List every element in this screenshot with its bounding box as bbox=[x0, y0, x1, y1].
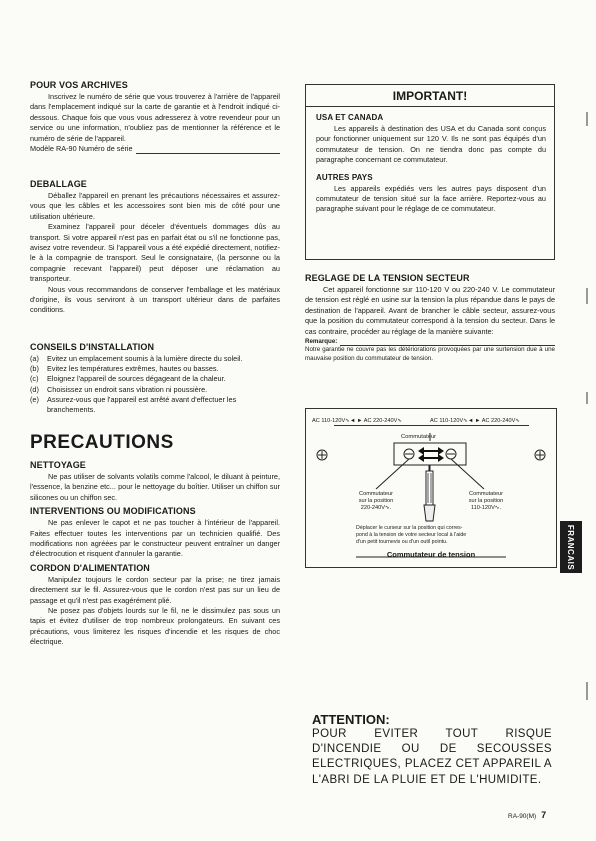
list-item: (a) Evitez un emplacement soumis à la lumière directe du soleil. bbox=[30, 354, 243, 363]
list-item: (d) Choisissez un endroit sans vibration ni poussière. bbox=[30, 384, 208, 394]
margin-mark bbox=[586, 112, 588, 126]
precautions-title: PRECAUTIONS bbox=[30, 432, 174, 453]
remarque-rule bbox=[340, 339, 555, 346]
page-number: 7 bbox=[541, 810, 547, 820]
deballage-p1: Déballez l'appareil en prenant les précautions nécessaires et assurez-vous que les câbles et les accessoires sont bien mis de côté pour une utilisation ultérieure. bbox=[30, 191, 280, 221]
installation-list bbox=[30, 354, 280, 415]
interventions-title: INTERVENTIONS OU MODIFICATIONS bbox=[30, 506, 196, 517]
language-tab bbox=[560, 521, 582, 573]
important-box bbox=[305, 84, 555, 260]
autres-title: AUTRES PAYS bbox=[316, 172, 373, 182]
page-footer bbox=[508, 810, 546, 820]
nettoyage-text: Ne pas utiliser de solvants volatils comme l'alcool, le diluant à peinture, l'essence, la benzine etc... pour le nettoyage du boîtier. Utiliser un chiffon sur silicones ou un chiffon sec. bbox=[30, 472, 280, 502]
margin-mark bbox=[586, 682, 588, 700]
diagram-header-right: AC 110-120V∿◄ ► AC 220-240V∿ bbox=[430, 418, 520, 424]
autres-text: Les appareils expédiés vers les autres pays disposent d'un commutateur de tension situé sur la face arrière. Reportez-vous au paragraphe suivant pour le réglage de ce commutateur. bbox=[316, 183, 546, 214]
voltage-switch-diagram bbox=[305, 408, 557, 568]
precautions-section bbox=[30, 432, 280, 648]
attention-title: ATTENTION: bbox=[312, 712, 390, 727]
left-caption: Commutateur sur la position 220-240V∿. bbox=[358, 491, 394, 511]
archives-text: Inscrivez le numéro de série que vous trouverez à l'arrière de l'appareil dans l'emplacement indiqué sur la carte de garantie et à l'endroit indiqué ci-dessous. Chaque fois que vous vous adresserez à votre revendeur pour un service ou une information, n'oubliez pas de mentionner la référence et le numéro de série de l'appareil. bbox=[30, 92, 280, 143]
important-title: IMPORTANT! bbox=[306, 85, 554, 107]
cordon-p2: Ne posez pas d'objets lourds sur le fil, ne le dissimulez pas sous un tapis et évitez d'utiliser de trop nombreux prolongateurs. En suivant ces précautions, vous limiterez les risques d'incendie et les risques de choc électrique. bbox=[30, 606, 280, 647]
deballage-section bbox=[30, 179, 280, 316]
remarque-line bbox=[305, 338, 555, 346]
switch-label: Commutateur bbox=[401, 434, 437, 440]
screwdriver-icon bbox=[424, 465, 435, 521]
margin-mark bbox=[586, 392, 588, 404]
diagram-caption: Commutateur de tension bbox=[386, 550, 476, 559]
right-caption: Commutateur sur la position 110-120V∿. bbox=[468, 491, 504, 511]
deballage-p3: Nous vous recommandons de conserver l'emballage et les matériaux d'origine, ils vous serviront à un transport ultérieur dans de parfaites conditions. bbox=[30, 284, 280, 315]
list-item: (c) Eloignez l'appareil de sources dégageant de la chaleur. bbox=[30, 374, 226, 384]
usa-title: USA ET CANADA bbox=[316, 113, 384, 122]
footer-model: RA-90(M) bbox=[508, 813, 537, 820]
cordon-title: CORDON D'ALIMENTATION bbox=[30, 562, 150, 573]
margin-mark bbox=[586, 288, 588, 304]
cordon-p1: Manipulez toujours le cordon secteur par la prise; ne tirez jamais directement sur le fil. Assurez-vous que le cordon n'est pas sur un lieu de passage et qu'il n'est pas exagérément plié. bbox=[30, 574, 280, 605]
screw-left-icon bbox=[317, 450, 327, 460]
interventions-text: Ne pas enlever le capot et ne pas toucher à l'intérieur de l'appareil. Faites effectuer toutes les interventions par un technicien qualifié. Des modifications non agréées par le constructeur peuvent entraîner un danger d'électrocution et risquent d'annuler la garantie. bbox=[30, 518, 280, 559]
reglage-text: Cet appareil fonctionne sur 110-120 V ou 220-240 V. Le commutateur de tension est réglé en usine sur la tension la plus répandue dans le pays de destination de l'appareil. Avant de brancher le câble secteur, assurez-vous que la position du commutateur correspond à la tension du secteur. Dans le cas contraire, procéder au réglage de la manière suivante: bbox=[305, 285, 555, 336]
nettoyage-title: NETTOYAGE bbox=[30, 460, 86, 470]
deballage-title: DEBALLAGE bbox=[30, 179, 87, 189]
remarque-label: Remarque: bbox=[305, 338, 338, 346]
installation-title: CONSEILS D'INSTALLATION bbox=[30, 342, 155, 352]
language-tab-label: FRANCAIS bbox=[566, 524, 576, 570]
deballage-p2: Examinez l'appareil pour déceler d'éventuels dommages dûs au transport. Si votre appareil n'est pas en parfait état ou s'il ne fonctionne pas, avisez votre revendeur. Si l'appareil vous a été expédié directement, notifiez-le à la compagnie de transport. Seul le consignataire, (la personne ou la compagnie recevant l'appareil) peut déposer une réclamation au transporteur. bbox=[30, 222, 280, 284]
reglage-section bbox=[305, 273, 555, 363]
remarque-text: Notre garantie ne couvre pas les détériorations provoquées par une surtension due à une mauvaise position du commutateur de tension. bbox=[305, 346, 555, 362]
archives-model-line bbox=[30, 144, 280, 154]
list-item: (b) Evitez les températures extrêmes, hautes ou basses. bbox=[30, 364, 219, 374]
serial-number-blank bbox=[136, 145, 280, 154]
installation-section bbox=[30, 342, 280, 415]
reglage-title: REGLAGE DE LA TENSION SECTEUR bbox=[305, 273, 470, 283]
screw-right-icon bbox=[535, 450, 545, 460]
archives-section bbox=[30, 80, 280, 154]
model-label: Modèle RA-90 Numéro de série bbox=[30, 144, 133, 154]
diagram-note: Déplacer le curseur sur la position qui corres- pond à la tension de votre secteur local à l'aide d'un petit tournevis ou d'un outil pointu. bbox=[356, 525, 467, 545]
attention-text: POUR EVITER TOUT RISQUE D'INCENDIE OU DE SECOUSSES ELECTRIQUES, PLACEZ CET APPAREIL A L'ABRI DE LA PLUIE ET DE L'HUMIDITE. bbox=[312, 728, 552, 786]
usa-text: Les appareils à destination des USA et du Canada sont conçus pour fonctionner uniquement sur 120 V. Ils ne sont pas équipés d'un commutateur de tension. On ne tiendra donc pas compte du paragraphe concernant ce commutateur. bbox=[316, 124, 546, 165]
archives-title: POUR VOS ARCHIVES bbox=[30, 80, 128, 90]
list-item: (e) Assurez-vous que l'appareil est arrêté avant d'effectuer les branchements. bbox=[30, 394, 237, 415]
attention-section bbox=[312, 712, 552, 788]
diagram-header-left: AC 110-120V∿◄ ► AC 220-240V∿ bbox=[312, 418, 402, 424]
